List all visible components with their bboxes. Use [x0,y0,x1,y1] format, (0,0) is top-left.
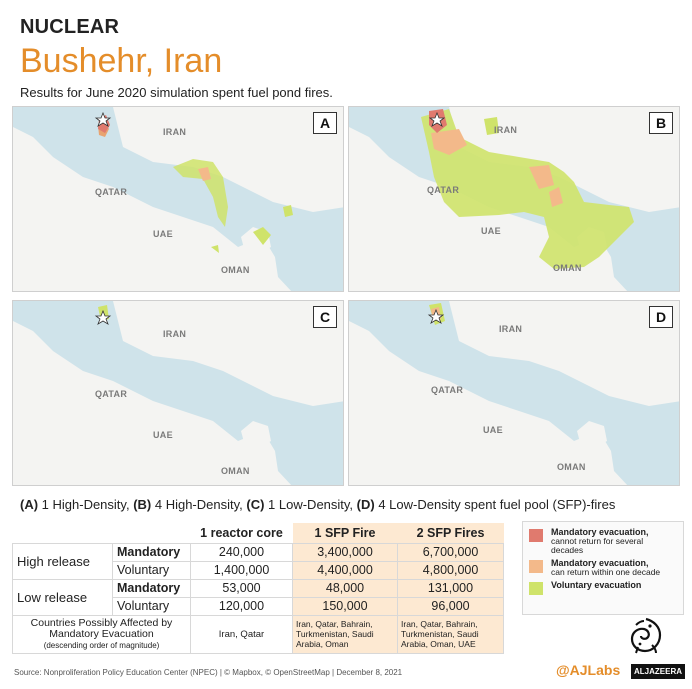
cell: 1,400,000 [191,561,293,579]
caption-text-d: 4 Low-Density spent fuel pool (SFP)-fires [374,497,616,512]
map-a [12,106,344,292]
legend-text [551,581,641,590]
sub-voluntary: Voluntary [113,597,191,615]
row-label-high: High release [13,543,113,579]
legend-swatch-red [529,529,543,542]
label-oman: OMAN [553,263,582,273]
cell-countries: Iran, Qatar, Bahrain, Turkmenistan, Saudi Arabia, Oman, UAE [398,615,504,653]
legend-item [529,528,677,555]
cell-countries: Iran, Qatar [191,615,293,653]
kicker: NUCLEAR [20,16,120,38]
caption-text-c: 1 Low-Density, [264,497,357,512]
cell-countries: Iran, Qatar, Bahrain, Turkmenistan, Saudi Arabia, Oman [293,615,398,653]
legend-title: Voluntary evacuation [551,580,642,590]
row-label-low: Low release [13,579,113,615]
label-iran: IRAN [163,127,187,137]
col-header-2sfp: 2 SFP Fires [398,523,504,543]
cell: 240,000 [191,543,293,561]
countries-label [13,615,191,653]
sub-mandatory: Mandatory [113,579,191,597]
map-letter: B [649,112,673,134]
cell: 131,000 [398,579,504,597]
subtitle: Results for June 2020 simulation spent fuel pond fires. [20,85,333,100]
legend-desc: cannot return for several decades [551,536,644,555]
results-table [12,523,504,654]
map-letter: D [649,306,673,328]
sub-voluntary: Voluntary [113,561,191,579]
caption-key-c: (C) [246,497,265,512]
cell: 3,400,000 [293,543,398,561]
legend-title: Mandatory evacuation, [551,527,649,537]
page-title: Bushehr, Iran [20,42,223,80]
label-oman: OMAN [221,265,250,275]
aljazeera-logo-icon [626,617,666,655]
caption-text-b: 4 High-Density, [151,497,247,512]
cell: 4,800,000 [398,561,504,579]
countries-note: (descending order of magnitude) [43,640,160,650]
label-oman: OMAN [557,462,586,472]
ajlabs-handle[interactable]: @AJLabs [556,662,621,678]
legend-text [551,528,677,555]
legend-item [529,559,677,577]
cell: 48,000 [293,579,398,597]
map-letter: C [313,306,337,328]
label-iran: IRAN [499,324,523,334]
map-letter: A [313,112,337,134]
caption-key-d: (D) [356,497,375,512]
label-qatar: QATAR [431,385,464,395]
cell: 96,000 [398,597,504,615]
aljazeera-badge: ALJAZEERA [631,664,685,679]
cell: 150,000 [293,597,398,615]
map-c [12,300,344,486]
cell: 4,400,000 [293,561,398,579]
legend-title: Mandatory evacuation, [551,558,649,568]
col-header-1sfp: 1 SFP Fire [293,523,398,543]
label-qatar: QATAR [427,185,460,195]
label-uae: UAE [483,425,503,435]
legend-swatch-green [529,582,543,595]
cell: 120,000 [191,597,293,615]
legend-item [529,581,677,595]
label-uae: UAE [153,229,173,239]
cell: 6,700,000 [398,543,504,561]
caption-text-a: 1 High-Density, [38,497,134,512]
label-iran: IRAN [494,125,518,135]
label-uae: UAE [153,430,173,440]
caption-key-a: (A) [20,497,39,512]
label-uae: UAE [481,226,501,236]
map-caption [20,497,615,512]
map-d [348,300,680,486]
label-iran: IRAN [163,329,187,339]
source-line: Source: Nonproliferation Policy Education Center (NPEC) | © Mapbox, © OpenStreetMap | December 8, 2021 [14,668,403,677]
map-b [348,106,680,292]
legend-swatch-orange [529,560,543,573]
sub-mandatory: Mandatory [113,543,191,561]
col-header-reactor: 1 reactor core [200,525,283,540]
countries-label-text: Countries Possibly Affected by Mandatory Evacuation [30,616,173,640]
legend [522,521,684,615]
cell: 53,000 [191,579,293,597]
legend-text [551,559,660,577]
label-qatar: QATAR [95,389,128,399]
label-oman: OMAN [221,466,250,476]
caption-key-b: (B) [133,497,152,512]
label-qatar: QATAR [95,187,128,197]
legend-desc: can return within one decade [551,567,661,577]
